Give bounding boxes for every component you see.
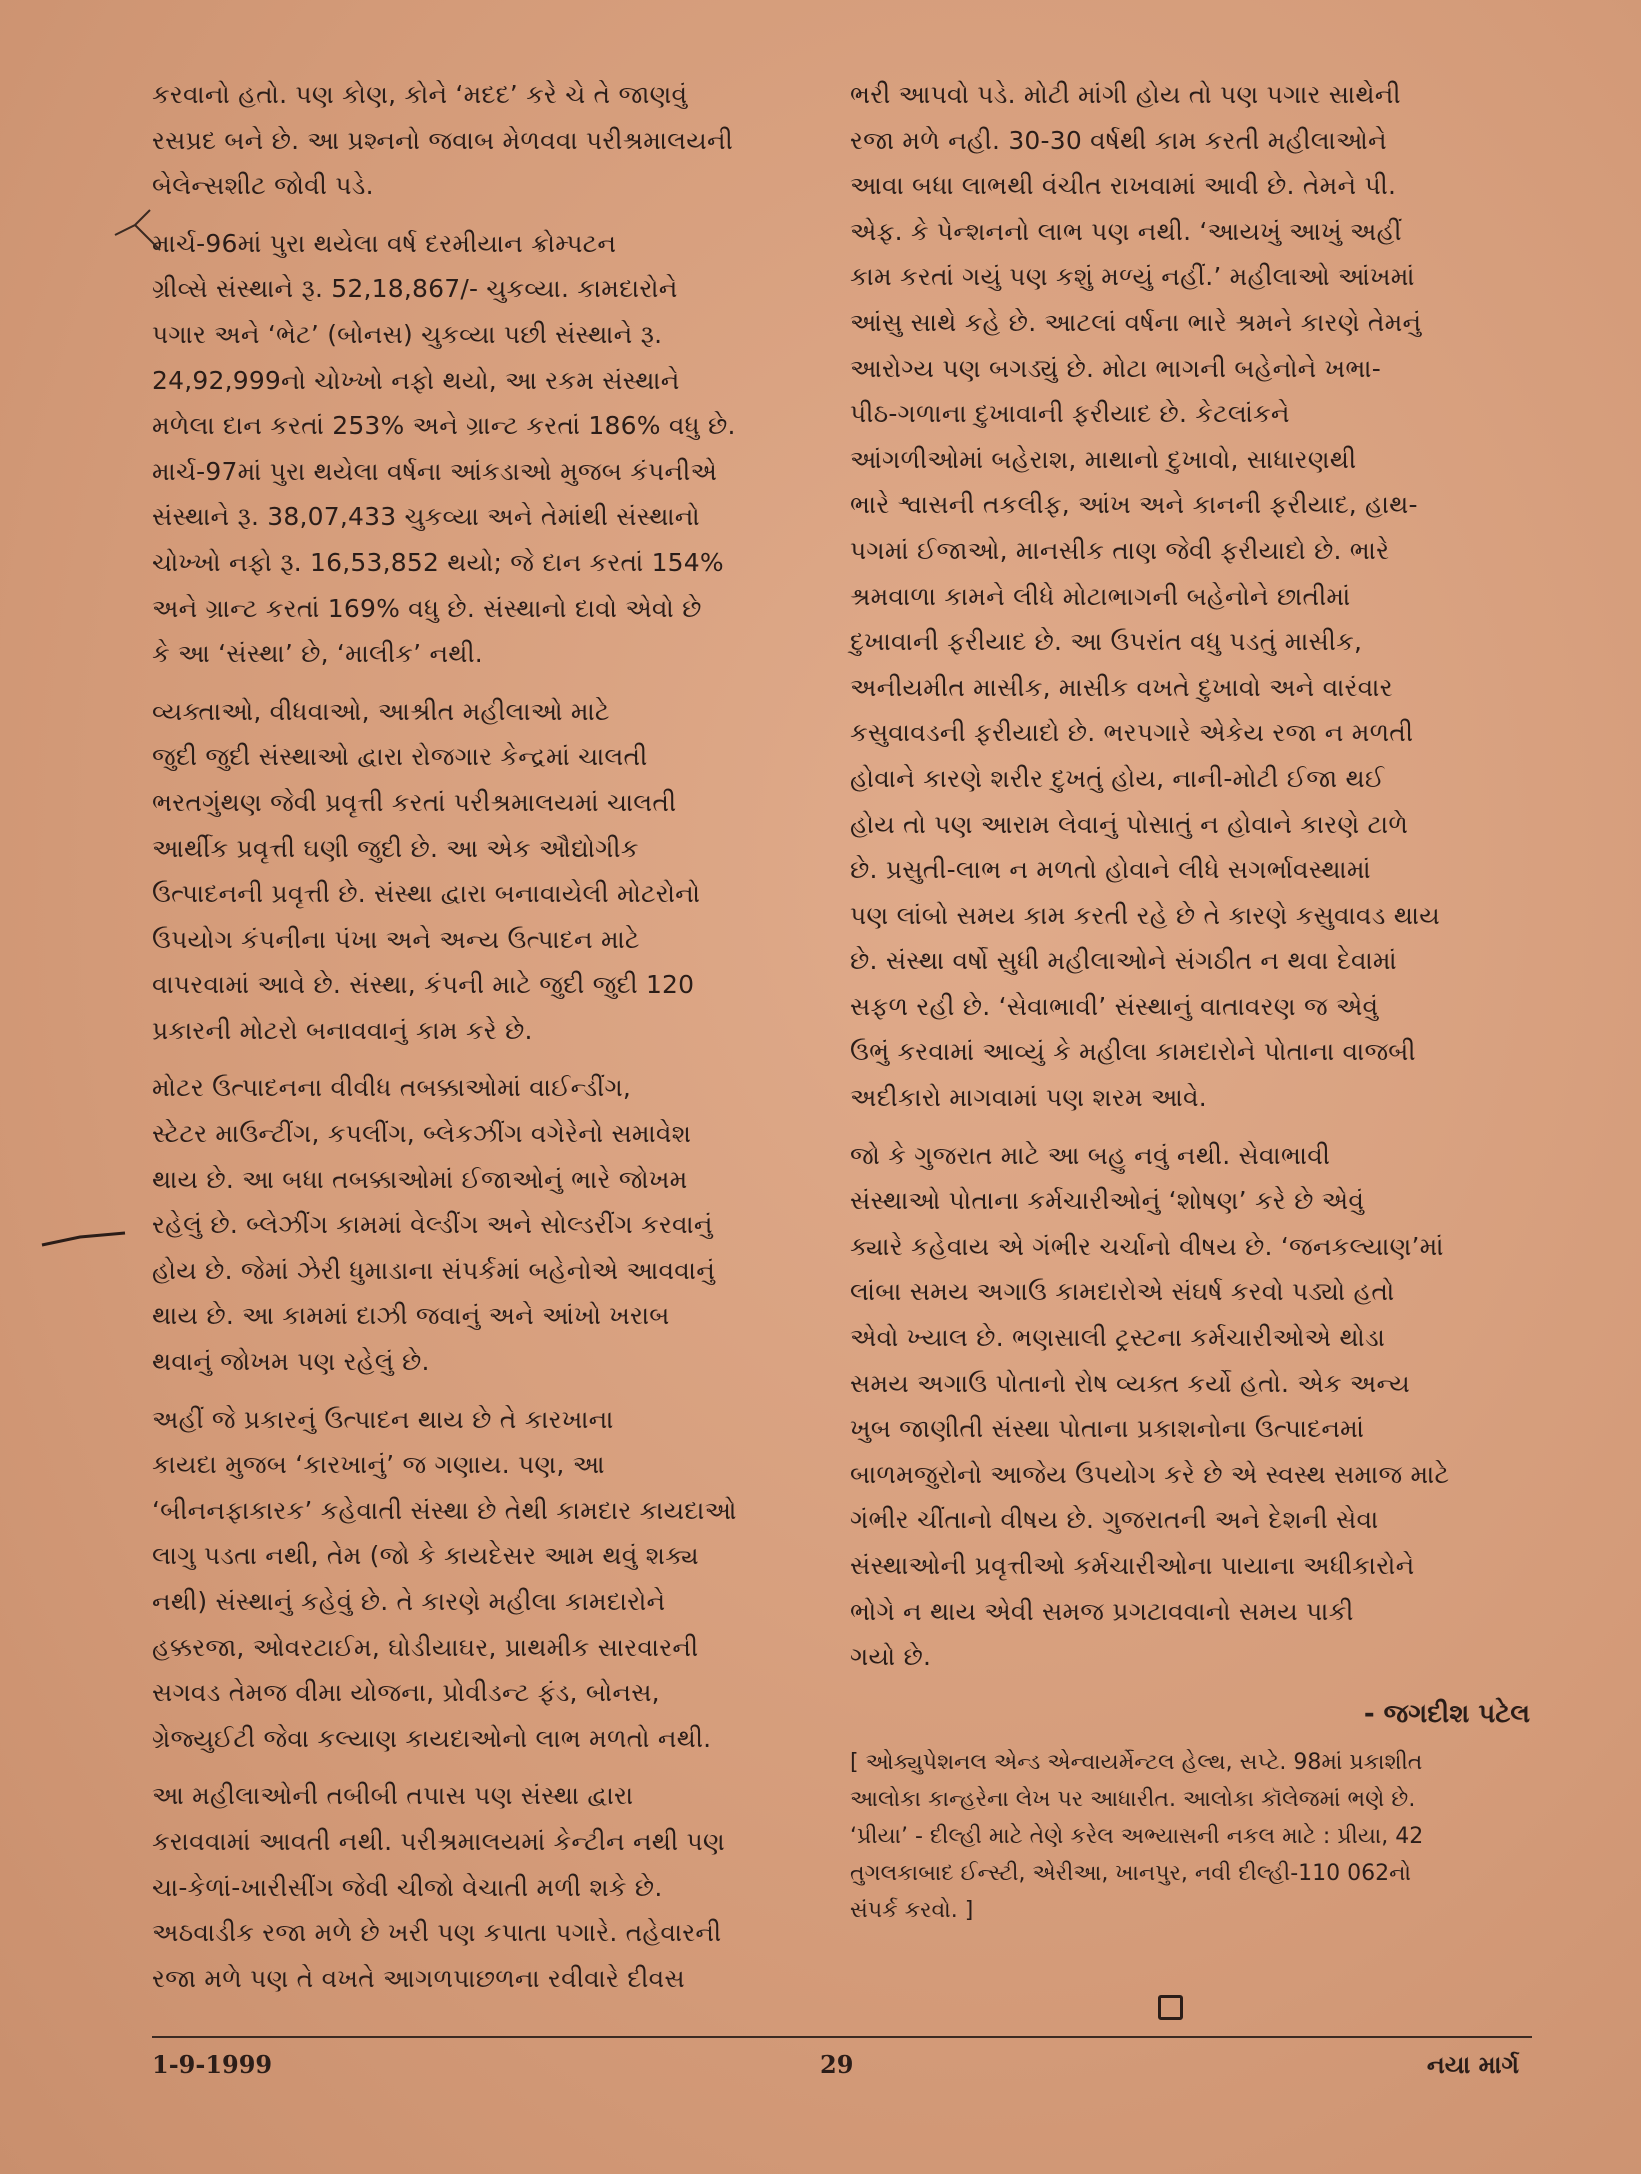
paragraph: આ મહીલાઓની તબીબી તપાસ પણ સંસ્થા દ્વારા કરાવવામાં આવતી નથી. પરીશ્રમાલયમાં કેન્ટીન નથી પણ ચા-કેળાં-ખારીસીંગ જેવી ચીજો વેચાતી મળી શકે છે. અઠવાડીક રજા મળે છે ખરી પણ કપાતા પગારે. તહેવારની રજા મળે પણ તે વખતે આગળપાછળના રવીવારે દીવસ [152, 1781, 725, 1993]
pencil-tick-mark-icon [110, 205, 170, 255]
footer-divider [152, 2036, 1532, 2038]
paragraph: મોટર ઉત્પાદનના વીવીધ તબક્કાઓમાં વાઈન્ડીંગ, સ્ટેટર માઉન્ટીંગ, કપલીંગ, બ્લેકઝીંગ વગેરેનો સમાવેશ થાય છે. આ બધા તબક્કાઓમાં ઈજાઓનું ભારે જોખમ રહેલું છે. બ્લેઝીંગ કામમાં વેલ્ડીંગ અને સોલ્ડરીંગ કરવાનું હોય છે. જેમાં ઝેરી ધુમાડાના સંપર્કમાં બહેનોએ આવવાનું થાય છે. આ કામમાં દાઝી જવાનું અને આંખો ખરાબ થવાનું જોખમ પણ રહેલું છે. [152, 1073, 716, 1377]
paragraph: કરવાનો હતો. પણ કોણ, કોને ‘મદદ’ કરે ચે તે જાણવું રસપ્રદ બને છે. આ પ્રશ્નનો જવાબ મેળવવા પરીશ્રમાલયની બેલેન્સશીટ જોવી પડે. [152, 80, 733, 201]
paragraph: ભરી આપવો પડે. મોટી માંગી હોય તો પણ પગાર સાથેની રજા મળે નહી. 30-30 વર્ષથી કામ કરતી મહીલાઓને આવા બધા લાભથી વંચીત રાખવામાં આવી છે. તેમને પી. એફ. કે પેન્શનનો લાભ પણ નથી. ‘આયખું આખું અહીં કામ કરતાં ગયું પણ કશું મળ્યું નહીં.’ મહીલાઓ આંખમાં આંસુ સાથે કહે છે. આટલાં વર્ષના ભારે શ્રમને કારણે તેમનું આરોગ્ય પણ બગડ્યું છે. મોટા ભાગની બહેનોને ખભા- પીઠ-ગળાના દુખાવાની ફરીયાદ છે. કેટલાંકને આંગળીઓમાં બહેરાશ, માથાનો દુખાવો, સાધારણથી ભારે શ્વાસની તકલીફ, આંખ અને કાનની ફરીયાદ, હાથ- પગમાં ઈજાઓ, માનસીક તાણ જેવી ફરીયાદો છે. ભારે શ્રમવાળા કામને લીધે મોટાભાગની બહેનોને છાતીમાં દુખાવાની ફરીયાદ છે. આ ઉપરાંત વધુ પડતું માસીક, અનીયમીત માસીક, માસીક વખતે દુખાવો અને વારંવાર કસુવાવડની ફરીયાદો છે. ભરપગારે એકેય રજા ન મળતી હોવાને કારણે શરીર દુખતું હોય, નાની-મોટી ઈજા થઈ હોય તો પણ આરામ લેવાનું પોસાતું ન હોવાને કારણે ટાળે છે. પ્રસુતી-લાભ ન મળતો હોવાને લીધે સગર્ભાવસ્થામાં પણ લાંબો સમય કામ કરતી રહે છે તે કારણે કસુવાવડ થાય છે. સંસ્થા વર્ષો સુધી મહીલાઓને સંગઠીત ન થવા દેવામાં સફળ રહી છે. ‘સેવાભાવી’ સંસ્થાનું વાતાવરણ જ એવું ઉભું કરવામાં આવ્યું કે મહીલા કામદારોને પોતાના વાજબી અદીકારો માગવામાં પણ શરમ આવે. [850, 80, 1440, 1113]
issue-date: 1-9-1999 [152, 2050, 273, 2079]
end-of-article-icon [1158, 1995, 1183, 2020]
right-column [850, 72, 1530, 1929]
source-footnote: [ ઓક્યુપેશનલ એન્ડ એન્વાયર્મેન્ટલ હેલ્થ, સપ્ટે. 98માં પ્રકાશીત આલોકા કાન્હરેના લેખ પર આધારીત. આલોકા કૉલેજમાં ભણે છે. ‘પ્રીયા’ - દીલ્હી માટે તેણે કરેલ અભ્યાસની નકલ માટે : પ્રીયા, 42 તુગલકાબાદ ઈન્સ્ટી, એરીઆ, ખાનપુર, નવી દીલ્હી-110 062નો સંપર્ક કરવો. ] [850, 1749, 1424, 1923]
paragraph: માર્ચ-96માં પુરા થયેલા વર્ષ દરમીયાન ક્રોમ્પટન ગ્રીવ્સે સંસ્થાને રૂ. 52,18,867/- ચુકવ્યા. કામદારોને પગાર અને ‘ભેટ’ (બોનસ) ચુકવ્યા પછી સંસ્થાને રૂ. 24,92,999નો ચોખ્ખો નફો થયો, આ રકમ સંસ્થાને મળેલા દાન કરતાં 253% અને ગ્રાન્ટ કરતાં 186% વધુ છે. માર્ચ-97માં પુરા થયેલા વર્ષના આંકડાઓ મુજબ કંપનીએ સંસ્થાને રૂ. 38,07,433 ચુકવ્યા અને તેમાંથી સંસ્થાનો ચોખ્ખો નફો રૂ. 16,53,852 થયો; જે દાન કરતાં 154% અને ગ્રાન્ટ કરતાં 169% વધુ છે. સંસ્થાનો દાવો એવો છે કે આ ‘સંસ્થા’ છે, ‘માલીક’ નથી. [152, 228, 736, 669]
paragraph: અહીં જે પ્રકારનું ઉત્પાદન થાય છે તે કારખાના કાયદા મુજબ ‘કારખાનું’ જ ગણાય. પણ, આ ‘બીનનફાકારક’ કહેવાતી સંસ્થા છે તેથી કામદાર કાયદાઓ લાગુ પડતા નથી, તેમ (જો કે કાયદેસર આમ થવું શક્ય નથી) સંસ્થાનું કહેવું છે. તે કારણે મહીલા કામદારોને હક્કરજા, ઓવરટાઈમ, ઘોડીયાઘર, પ્રાથમીક સારવારની સગવડ તેમજ વીમા યોજના, પ્રોવીડન્ટ ફંડ, બોનસ, ગ્રેજ્યુઈટી જેવા કલ્યાણ કાયદાઓનો લાભ મળતો નથી. [152, 1404, 737, 1753]
page-number: 29 [820, 2050, 854, 2079]
paragraph: જો કે ગુજરાત માટે આ બહુ નવું નથી. સેવાભાવી સંસ્થાઓ પોતાના કર્મચારીઓનું ‘શોષણ’ કરે છે એવું ક્યારે કહેવાય એ ગંભીર ચર્ચાનો વીષય છે. ‘જનકલ્યાણ’માં લાંબા સમય અગાઉ કામદારોએ સંઘર્ષ કરવો પડ્યો હતો એવો ખ્યાલ છે. ભણસાલી ટ્રસ્ટના કર્મચારીઓએ થોડા સમય અગાઉ પોતાનો રોષ વ્યક્ત કર્યો હતો. એક અન્ય ખુબ જાણીતી સંસ્થા પોતાના પ્રકાશનોના ઉત્પાદનમાં બાળમજુરોનો આજેય ઉપયોગ કરે છે એ સ્વસ્થ સમાજ માટે ગંભીર ચીંતાનો વીષય છે. ગુજરાતની અને દેશની સેવા સંસ્થાઓની પ્રવૃત્તીઓ કર્મચારીઓના પાયાના અધીકારોને ભોગે ન થાય એવી સમજ પ્રગટાવવાનો સમય પાકી ગયો છે. [850, 1140, 1450, 1672]
publication-name: નયા માર્ગ [1426, 2050, 1519, 2079]
paragraph: વ્યક્તાઓ, વીધવાઓ, આશ્રીત મહીલાઓ માટે જુદી જુદી સંસ્થાઓ દ્વારા રોજગાર કેન્દ્રમાં ચાલતી ભરતગુંથણ જેવી પ્રવૃત્તી કરતાં પરીશ્રમાલયમાં ચાલતી આર્થીક પ્રવૃત્તી ઘણી જુદી છે. આ એક ઔદ્યોગીક ઉત્પાદનની પ્રવૃત્તી છે. સંસ્થા દ્વારા બનાવાયેલી મોટરોનો ઉપયોગ કંપનીના પંખા અને અન્ય ઉત્પાદન માટે વાપરવામાં આવે છે. સંસ્થા, કંપની માટે જુદી જુદી 120 પ્રકારની મોટરો બનાવવાનું કામ કરે છે. [152, 696, 701, 1045]
author-signature: - જગદીશ પટેલ [1363, 1698, 1530, 1729]
left-column [152, 72, 804, 2013]
pencil-tick-mark-icon [40, 1225, 130, 1255]
